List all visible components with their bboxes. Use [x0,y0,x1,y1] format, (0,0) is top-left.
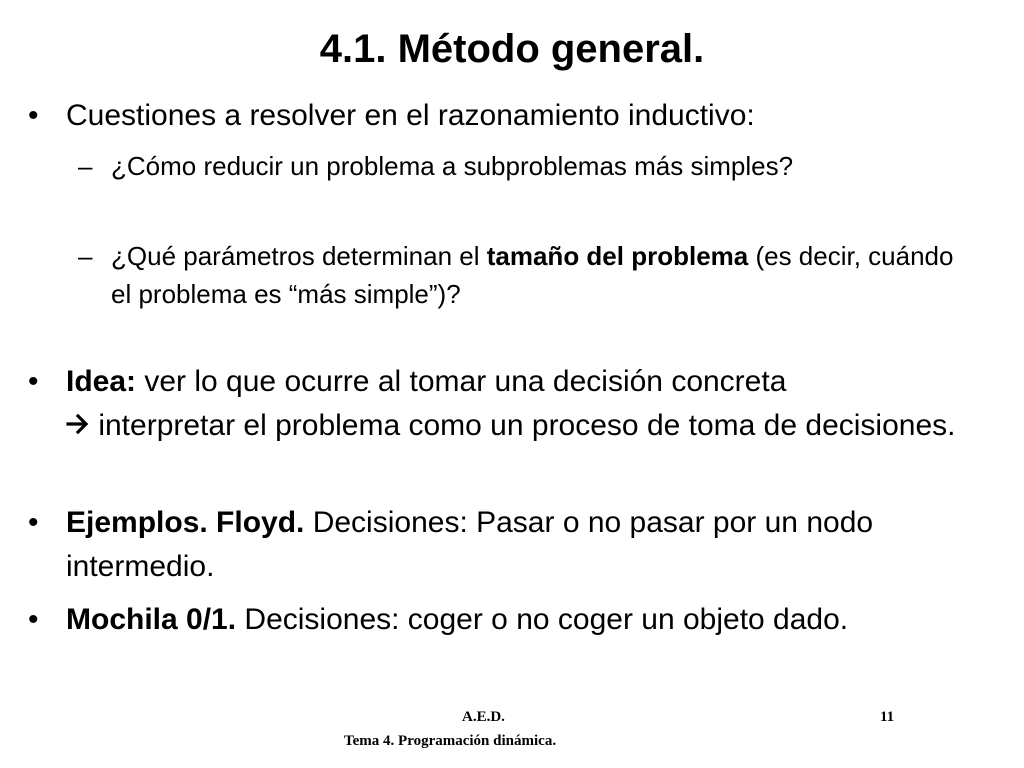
bullet-text-span: Decisiones: Pasar o no pasar por un nodo intermedio. [66,506,874,583]
right-arrow-icon [66,410,90,438]
footer-page-number: 11 [880,709,895,725]
sub-bullet-text [111,237,961,313]
footer-course: A.E.D. [462,709,505,725]
slide-title: 4.1. Método general. [319,27,705,71]
bullet-bold-text: Idea: [66,365,137,398]
sub-bullet-text-span: ¿Qué parámetros determinan el [111,241,487,271]
sub-bullet-marker: – [78,241,93,271]
sub-bullet-text: ¿Cómo reducir un problema a subproblemas más simples? [111,151,794,181]
bullet-marker: • [28,506,39,539]
bullet-marker: • [28,365,39,398]
sub-bullet-text-span: (es decir, cuándo el problema es “más simple”)? [111,241,954,309]
bullet-text [66,360,986,448]
bullet-text-span: interpretar el problema como un proceso de toma de decisiones. [90,409,956,442]
bullet-text-span: Cuestiones a resolver en el razonamiento inductivo: [66,99,755,132]
bullet-marker: • [28,99,39,132]
bullet-marker: • [28,603,39,636]
bullet-text [66,598,986,642]
sub-bullet-bold-text: tamaño del problema [486,241,749,271]
bullet-bold-text: Mochila 0/1. [66,603,237,636]
bullet-bold-text: Ejemplos. Floyd. [66,506,305,539]
bullet-text-span: Decisiones: coger o no coger un objeto dado. [236,603,849,636]
footer-topic: Tema 4. Programación dinámica. [344,733,557,749]
bullet-text [66,94,986,138]
sub-bullet-marker: – [78,151,93,181]
bullet-text [66,501,986,589]
bullet-text-span: ver lo que ocurre al tomar una decisión concreta [136,365,787,398]
